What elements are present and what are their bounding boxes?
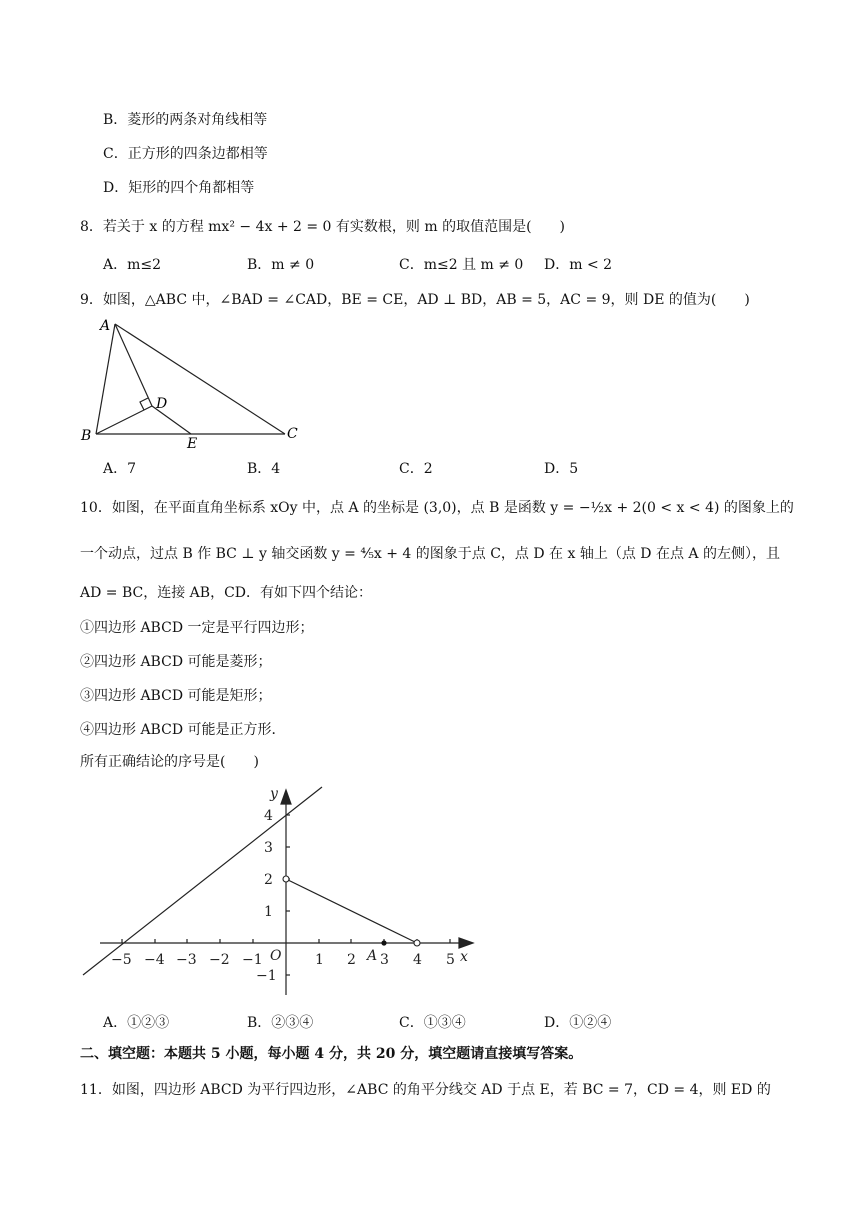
q7-option-b: B．菱形的两条对角线相等 [103, 112, 268, 128]
y-tick-3: 3 [264, 840, 273, 856]
y-axis-label: y [270, 786, 278, 802]
x-tick-2: 2 [347, 952, 356, 968]
q10-conclusion-4: ④四边形 ABCD 可能是正方形． [80, 722, 286, 738]
x-tick-1: 1 [315, 952, 324, 968]
q7-option-c: C．正方形的四条边都相等 [103, 146, 268, 162]
label-b: B [81, 428, 92, 444]
q8-options [0, 255, 860, 275]
q10-conclusion-2: ②四边形 ABCD 可能是菱形； [80, 654, 272, 670]
q9-option-d: D．5 [544, 461, 579, 477]
q8-option-b: B．m ≠ 0 [247, 257, 315, 273]
q10-options [0, 1013, 860, 1033]
q10-option-d: D．①②④ [544, 1015, 612, 1031]
x-tick-5: 5 [446, 952, 455, 968]
point-a [381, 940, 386, 945]
x-tick-neg5: −5 [111, 952, 132, 968]
y-tick-4: 4 [264, 808, 273, 824]
q7-option-d: D．矩形的四个角都相等 [103, 180, 255, 196]
y-tick-neg1: −1 [256, 968, 277, 984]
q8-stem: 8．若关于 x 的方程 mx² − 4x + 2 = 0 有实数根，则 m 的取值范围是( ) [80, 219, 565, 235]
q9-option-b: B．4 [247, 461, 281, 477]
q8-option-c: C．m≤2 且 m ≠ 0 [399, 257, 524, 273]
x-tick-3: 3 [380, 952, 389, 968]
coordinate-graph [78, 780, 478, 1000]
x-tick-neg2: −2 [209, 952, 230, 968]
q10-conclusion-3: ③四边形 ABCD 可能是矩形； [80, 688, 272, 704]
x-tick-neg3: −3 [176, 952, 197, 968]
q10-option-b: B．②③④ [247, 1015, 314, 1031]
q9-stem: 9．如图，△ABC 中，∠BAD = ∠CAD，BE = CE，AD ⊥ BD，AB = 5，AC = 9，则 DE 的值为( ) [80, 292, 750, 308]
label-e: E [187, 436, 198, 452]
y-tick-2: 2 [264, 872, 273, 888]
q9-option-c: C．2 [399, 461, 433, 477]
q9-option-a: A．7 [103, 461, 137, 477]
x-axis-label: x [460, 949, 468, 965]
point-a-label: A [367, 948, 378, 964]
q10-line1: 10．如图，在平面直角坐标系 xOy 中，点 A 的坐标是 (3,0)，点 B 是函数 y = −½x + 2(0 < x < 4) 的图象上的 [80, 500, 794, 516]
label-a: A [100, 318, 111, 334]
q10-ask: 所有正确结论的序号是( ) [80, 754, 259, 770]
q10-line2: 一个动点，过点 B 作 BC ⊥ y 轴交函数 y = ⅘x + 4 的图象于点 C，点 D 在 x 轴上（点 D 在点 A 的左侧），且 [80, 546, 780, 562]
q8-option-d: D．m < 2 [544, 257, 613, 273]
q11-stem: 11．如图，四边形 ABCD 为平行四边形，∠ABC 的角平分线交 AD 于点 E，若 BC = 7，CD = 4，则 ED 的 [80, 1082, 771, 1098]
origin-label: O [270, 948, 282, 964]
label-d: D [156, 396, 168, 412]
x-tick-neg4: −4 [144, 952, 165, 968]
triangle-figure [78, 316, 318, 452]
y-tick-1: 1 [264, 904, 273, 920]
q8-option-a: A．m≤2 [103, 257, 162, 273]
x-tick-4: 4 [413, 952, 422, 968]
q10-option-a: A．①②③ [103, 1015, 170, 1031]
q10-conclusion-1: ①四边形 ABCD 一定是平行四边形； [80, 620, 314, 636]
q10-line3: AD = BC，连接 AB，CD．有如下四个结论： [80, 585, 373, 601]
q10-option-c: C．①③④ [399, 1015, 466, 1031]
label-c: C [287, 426, 298, 442]
x-tick-neg1: −1 [242, 952, 263, 968]
section-2-heading: 二、填空题：本题共 5 小题，每小题 4 分，共 20 分，填空题请直接填写答案。 [80, 1046, 583, 1062]
q9-options [0, 459, 860, 479]
